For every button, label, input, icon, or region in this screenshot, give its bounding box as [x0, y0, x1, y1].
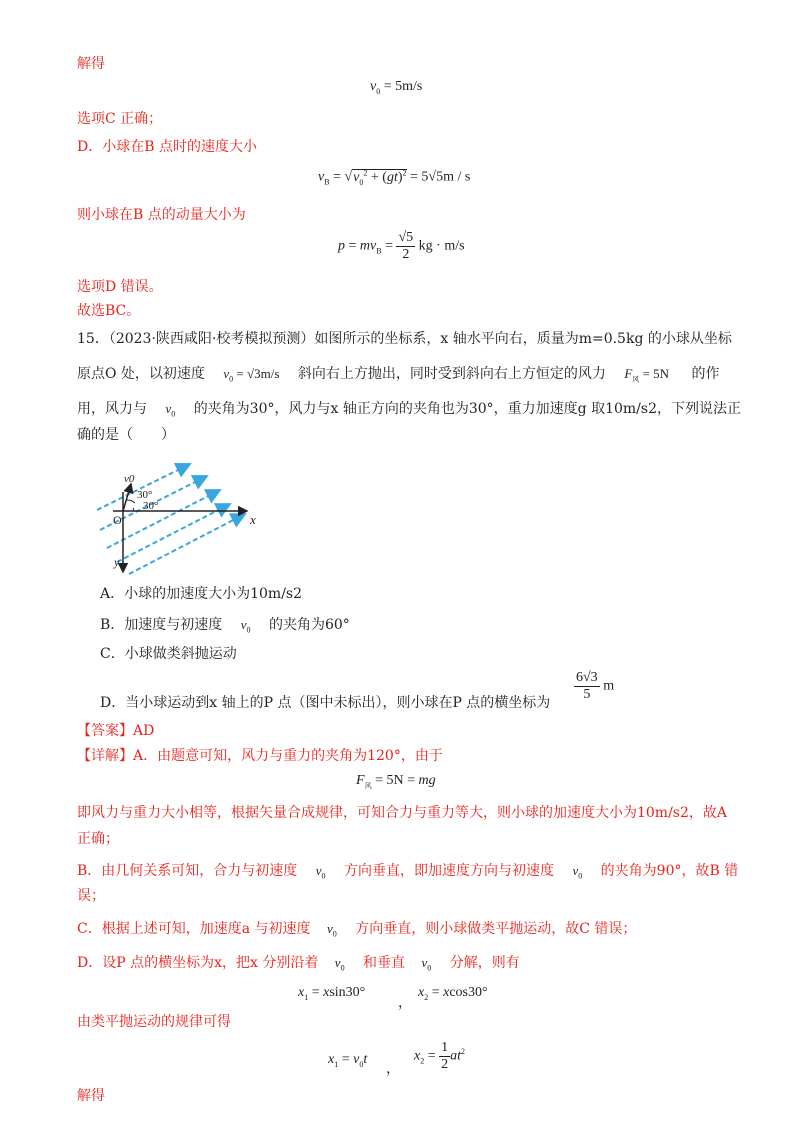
origin-label: O: [113, 513, 122, 527]
detail-c-text-2: 方向垂直，则小球做类平抛运动，故C 错误；: [355, 921, 637, 937]
q15-text-use: 用，风力与: [77, 401, 147, 417]
detail-c-text-1: C．根据上述可知，加速度a 与初速度: [77, 921, 311, 937]
detail-d-text-3: 分解，则有: [449, 955, 520, 971]
wind-arrow-4: [117, 504, 230, 562]
detail-b-text-3: 的夹角为90°，故B 错: [600, 863, 739, 879]
text-option-d-wrong: 选项D 错误。: [77, 279, 163, 295]
equation-x1-vt: $x_1 = v_0t$: [328, 1052, 368, 1069]
equation-v0-result: $v_0 = 5m/s$: [370, 79, 423, 96]
v0-arrow: [123, 484, 131, 511]
answer: 【答案】AD: [77, 723, 155, 739]
symbol-v0: $v_0$: [165, 401, 176, 419]
option-c: C．小球做类斜抛运动: [100, 646, 237, 662]
detail-a: 【详解】A．由题意可知，风力与重力的夹角为120°，由于: [77, 748, 443, 764]
detail-b-v0-1: $v_0$: [315, 863, 326, 881]
detail-b-text-1: B．由几何关系可知，合力与初速度: [77, 863, 298, 879]
equation-vb: $v_B = √v_0^2 + (gt)^2 = 5√5m / s$: [318, 168, 471, 187]
q15-text-angle: 的夹角为30°，风力与x 轴正方向的夹角也为30°，重力加速度g 取10m/s2，下列说法正: [193, 401, 741, 417]
question-15-line-4: 确的是（ ）: [77, 427, 175, 443]
text-option-c-correct: 选项C 正确；: [77, 111, 163, 127]
detail-c: [77, 920, 636, 944]
equation-momentum: $p = mv_B$ = $\frac{√5}{2}$ kg · m/s: [338, 230, 465, 262]
option-b-text-2: 的夹角为60°: [268, 617, 350, 633]
angle-arc-1: [126, 500, 135, 503]
option-b-v0: $v_0$: [240, 617, 251, 635]
detail-d-text-1: D．设P 点的横坐标为x，把x 分别沿着: [77, 955, 319, 971]
option-d: [100, 694, 550, 712]
x-axis-label: x: [250, 512, 256, 527]
equation-f-eq-mg: $F_风 = 5N$ = mg: [356, 773, 436, 790]
text-jiede-2: 解得: [77, 1088, 105, 1104]
text-by-law: 由类平抛运动的规律可得: [77, 1014, 231, 1030]
option-d-fraction: $\frac{6√3}{5}$ m: [576, 670, 615, 702]
angle-label-1: 30°: [137, 489, 153, 501]
equation-x1-sin: $x_1 = xsin30^\circ$: [298, 985, 366, 1002]
detail-b-4: 误；: [77, 888, 105, 904]
option-b: [100, 616, 350, 640]
detail-b: [77, 862, 738, 886]
text-momentum-b: 则小球在B 点的动量大小为: [77, 207, 246, 223]
detail-c-v0: $v_0$: [326, 921, 337, 939]
equation-x2-cos: $x_2 = xcos30^\circ$: [418, 985, 488, 1002]
wind-arrow-5: [129, 514, 245, 574]
text-choose-bc: 故选BC。: [77, 303, 141, 319]
equation-x2-at: $x_2$ = $\frac{1}{2}$ $at^2$: [414, 1040, 466, 1072]
angle-label-2: 30°: [143, 500, 159, 512]
detail-d-v0-1: $v_0$: [334, 955, 345, 973]
question-15-line-1: 15．（2023·陕西咸阳·校考模拟预测）如图所示的坐标系，x 轴水平向右，质量为m=0.5kg 的小球从坐标: [77, 331, 732, 347]
detail-a-2: 即风力与重力大小相等，根据矢量合成规律，可知合力与重力等大，则小球的加速度大小为10m/s2，故A: [77, 805, 728, 821]
equation-comma-1: ，: [398, 996, 412, 1011]
q15-text-wind: 斜向右上方抛出，同时受到斜向右上方恒定的风力: [297, 366, 606, 382]
question-15-line-2: [77, 365, 719, 389]
detail-d-v0-2: $v_0$: [421, 955, 432, 973]
option-a: A．小球的加速度大小为10m/s2: [100, 586, 303, 602]
detail-b-text-2: 方向垂直，即加速度方向与初速度: [343, 863, 554, 879]
option-d-text: D．当小球运动到x 轴上的P 点（图中未标出），则小球在P 点的横坐标为: [100, 695, 551, 711]
detail-d-text-2: 和垂直: [363, 955, 406, 971]
question-15-line-3: [77, 400, 741, 424]
detail-a-3: 正确；: [77, 831, 119, 847]
q15-text-action: 的作: [691, 366, 720, 382]
equation-v0-init: $v_0 = √3m/s$: [223, 366, 280, 384]
equation-comma-2: ，: [386, 1062, 400, 1077]
y-axis-label: y: [114, 555, 120, 569]
text-jiede-1: 解得: [77, 56, 105, 72]
v0-label: v0: [124, 473, 135, 485]
text-d-speed-b: D．小球在B 点时的速度大小: [77, 139, 257, 155]
q15-text-origin: 原点O 处，以初速度: [77, 366, 205, 382]
coordinate-figure: [95, 462, 265, 577]
equation-f-wind: $F_风 = 5N$: [624, 366, 670, 384]
option-b-text-1: B．加速度与初速度: [100, 617, 223, 633]
detail-d: [77, 954, 520, 978]
detail-b-v0-2: $v_0$: [572, 863, 583, 881]
